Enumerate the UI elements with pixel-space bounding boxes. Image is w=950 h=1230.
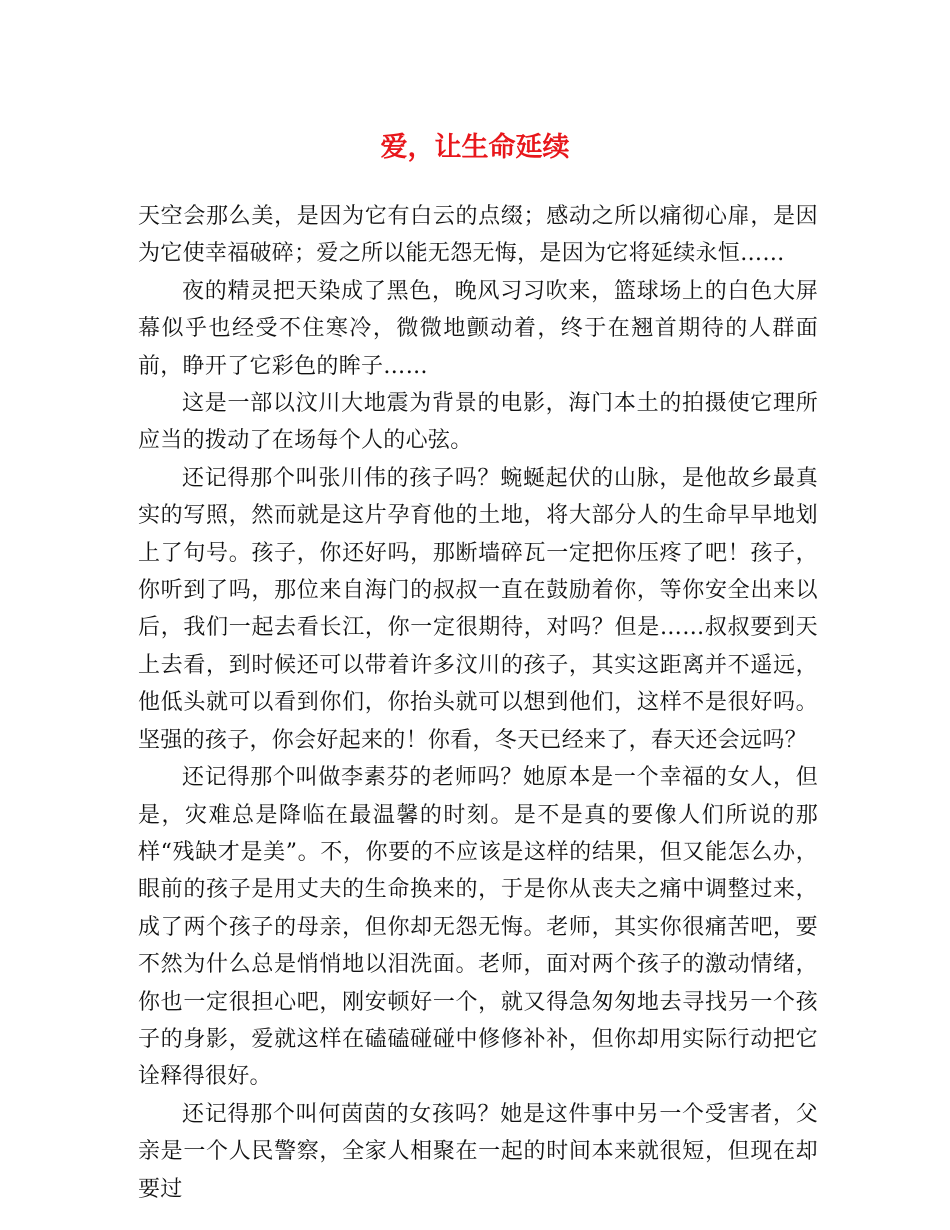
paragraph-2: 夜的精灵把天染成了黑色，晚风习习吹来，篮球场上的白色大屏幕似乎也经受不住寒冷，微微地颤动着，终于在翘首期待的人群面前，睁开了它彩色的眸子…… — [138, 278, 818, 379]
paragraph-1: 天空会那么美，是因为它有白云的点缀；感动之所以痛彻心扉，是因为它使幸福破碎；爱之所以能无怨无悔，是因为它将延续永恒…… — [138, 204, 818, 267]
paragraph-3: 这是一部以汶川大地震为背景的电影，海门本土的拍摄使它理所应当的拨动了在场每个人的心弦。 — [138, 391, 818, 454]
paragraph-4: 还记得那个叫张川伟的孩子吗？蜿蜒起伏的山脉，是他故乡最真实的写照，然而就是这片孕育他的土地，将大部分人的生命早早地划上了句号。孩子，你还好吗，那断墙碎瓦一定把你压疼了吧！孩子，你听到了吗，那位来自海门的叔叔一直在鼓励着你，等你安全出来以后，我们一起去看长江，你一定很期待，对吗？但是……叔叔要到天上去看，到时候还可以带着许多汶川的孩子，其实这距离并不遥远，他低头就可以看到你们，你抬头就可以想到他们，这样不是很好吗。坚强的孩子，你会好起来的！你看，冬天已经来了，春天还会远吗？ — [138, 465, 818, 753]
paragraph-5: 还记得那个叫做李素芬的老师吗？她原本是一个幸福的女人，但是，灾难总是降临在最温馨的时刻。是不是真的要像人们所说的那样“残缺才是美”。不，你要的不应该是这样的结果，但又能怎么办，眼前的孩子是用丈夫的生命换来的，于是你从丧夫之痛中调整过来，成了两个孩子的母亲，但你却无怨无悔。老师，其实你很痛苦吧，要不然为什么总是悄悄地以泪洗面。老师，面对两个孩子的激动情绪，你也一定很担心吧，刚安顿好一个，就又得急匆匆地去寻找另一个孩子的身影，爱就这样在磕磕碰碰中修修补补，但你却用实际行动把它诠释得很好。 — [138, 765, 818, 1090]
article-body — [138, 198, 818, 1208]
page-title: 爱，让生命延续 — [380, 132, 570, 163]
paragraph-6: 还记得那个叫何茵茵的女孩吗？她是这件事中另一个受害者，父亲是一个人民警察，全家人相聚在一起的时间本来就很短，但现在却要过 — [138, 1101, 818, 1202]
